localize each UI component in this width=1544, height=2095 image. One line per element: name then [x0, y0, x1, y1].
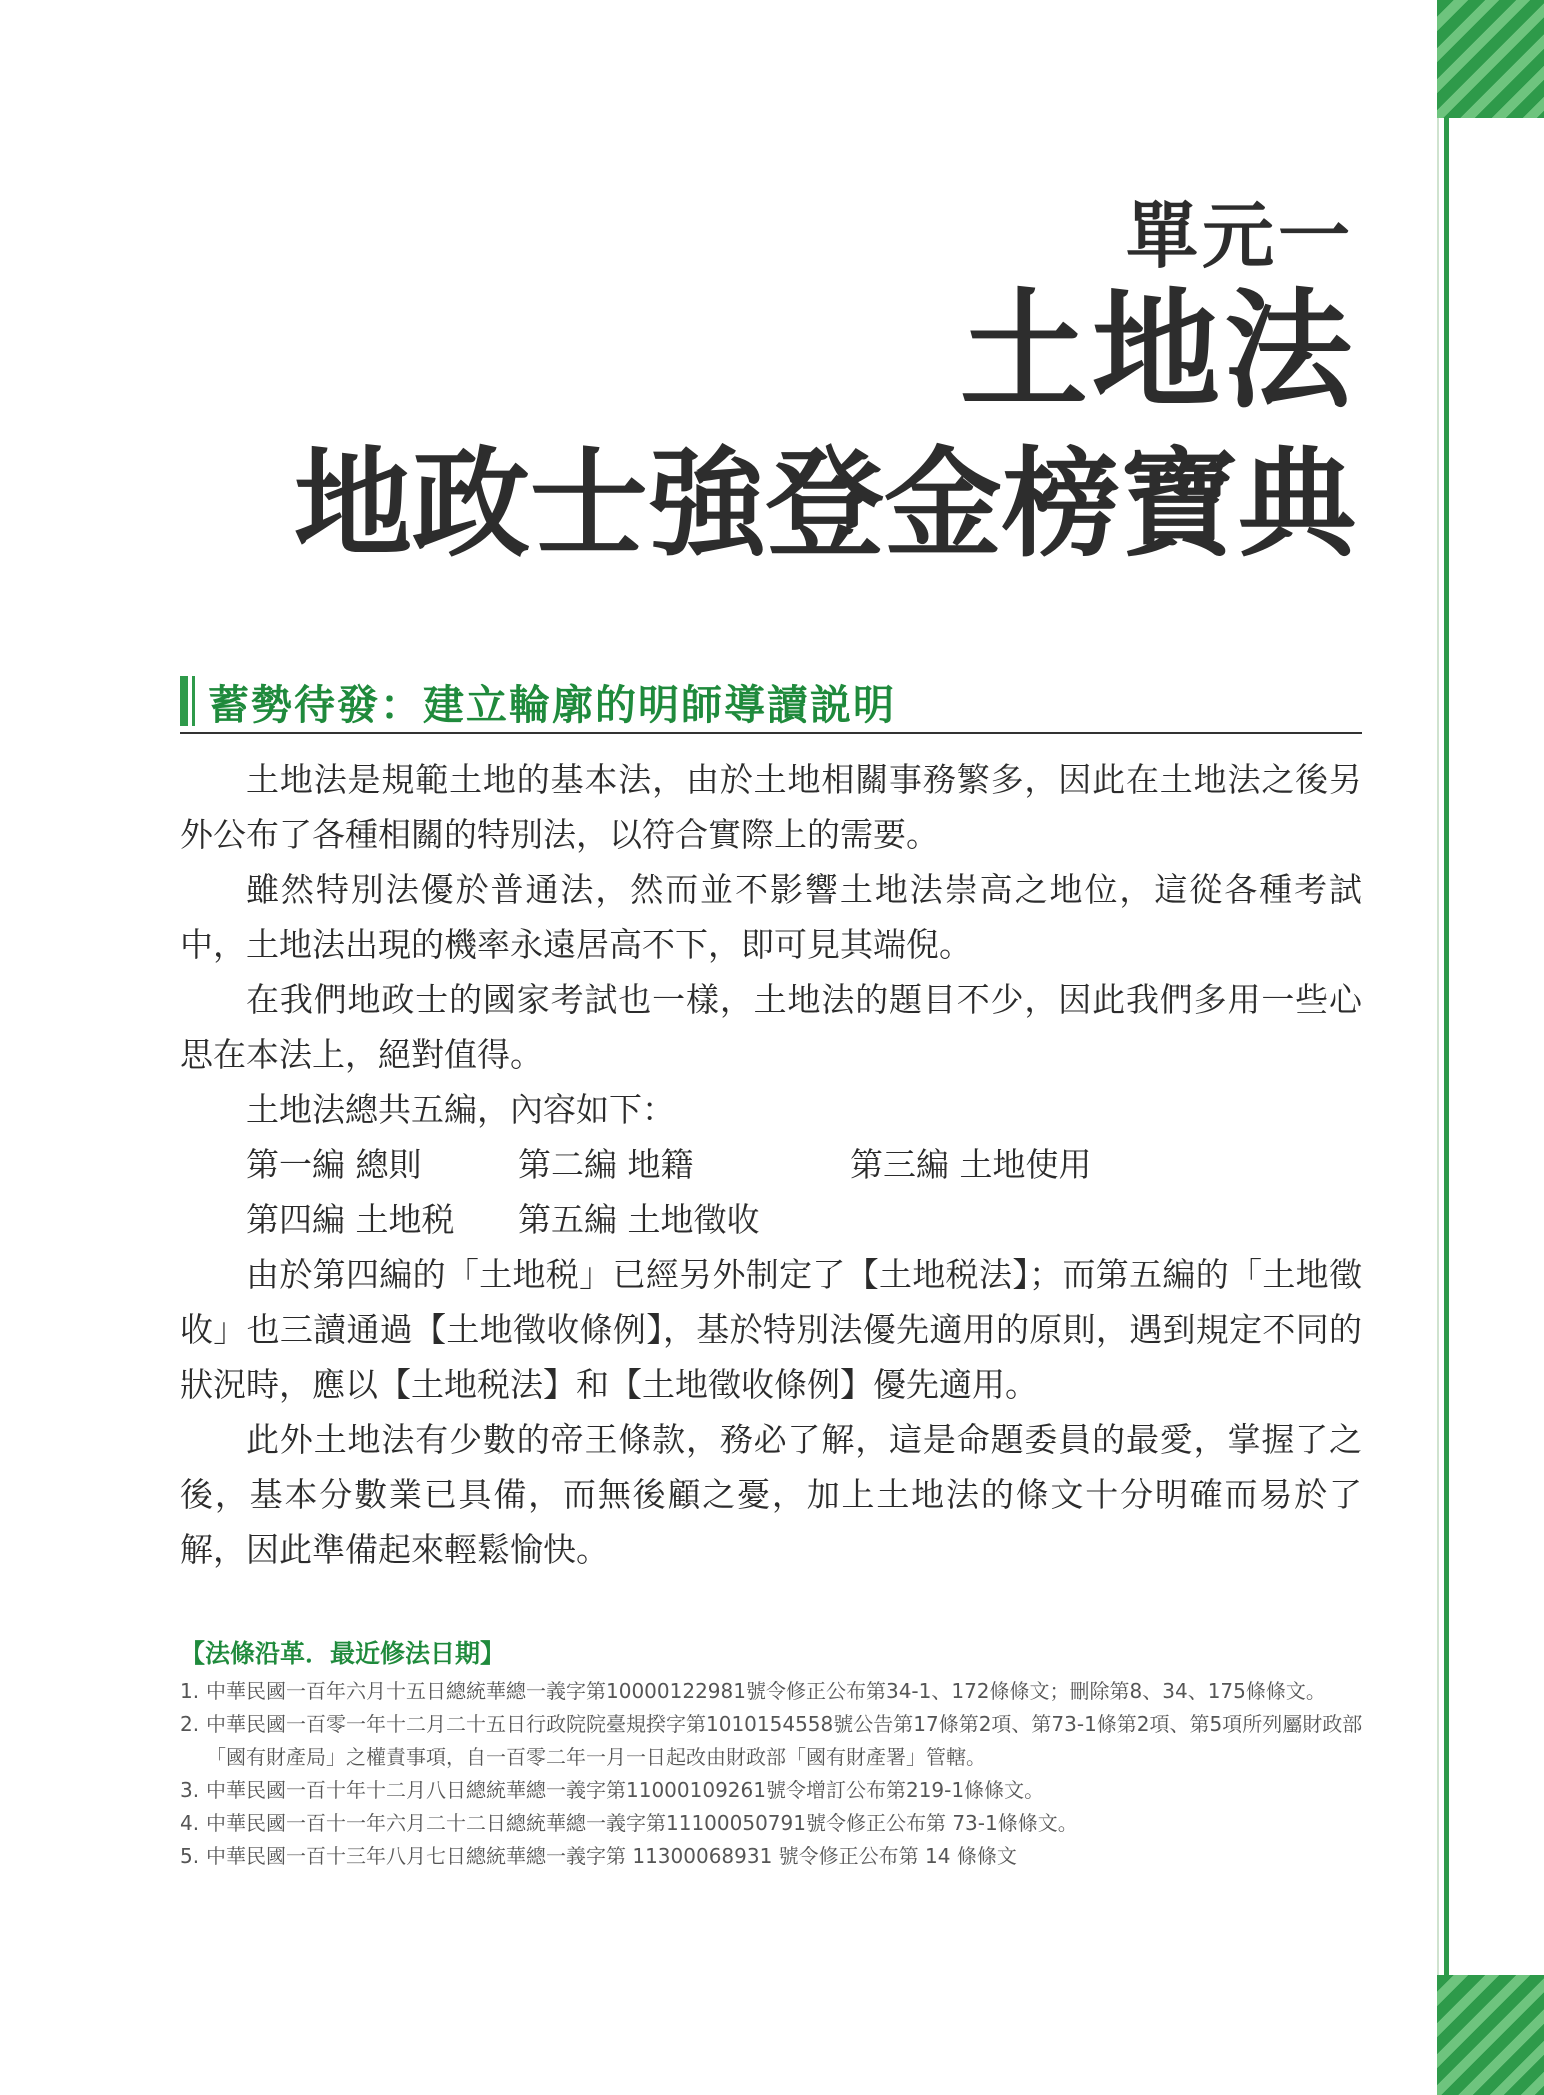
side-margin-line: [1444, 0, 1449, 2095]
unit-label: 單元一: [1125, 194, 1354, 278]
amendment-text: 中華民國一百十三年八月七日總統華總一義字第 11300068931 號令修正公布第 14 條條文: [206, 1844, 1017, 1868]
bottom-stripe-decoration: [1437, 1975, 1544, 2095]
book-title: 地政士強登金榜寶典: [293, 435, 1356, 573]
paragraph: 土地法是規範土地的基本法，由於土地相關事務繁多，因此在土地法之後另外公布了各種相關的特別法，以符合實際上的需要。: [180, 760, 1362, 854]
amendment-number: 4.: [180, 1811, 200, 1835]
part-item: 第三編 土地使用: [850, 1145, 1092, 1184]
part-item: 第二編 地籍: [518, 1145, 694, 1184]
amendment-item: [180, 1840, 1370, 1873]
section-heading: [180, 672, 1362, 734]
intro-body: [180, 752, 1362, 1577]
paragraph: 在我們地政士的國家考試也一樣，土地法的題目不少，因此我們多用一些心思在本法上，絕對值得。: [180, 980, 1362, 1074]
amendment-number: 3.: [180, 1778, 200, 1802]
section-heading-text: 蓄勢待發：建立輪廓的明師導讀説明: [208, 681, 896, 729]
amendment-item: [180, 1708, 1370, 1774]
amendment-number: 5.: [180, 1844, 200, 1868]
amendment-text: 中華民國一百年六月十五日總統華總一義字第10000122981號令修正公布第34-1、172條條文；刪除第8、34、175條條文。: [206, 1679, 1326, 1703]
part-item: 第四編 土地税: [246, 1200, 455, 1239]
amendment-text: 中華民國一百十一年六月二十二日總統華總一義字第11100050791號令修正公布第 73-1條條文。: [206, 1811, 1078, 1835]
amendments-list: [180, 1675, 1370, 1873]
top-stripe-decoration: [1437, 0, 1544, 118]
part-item: 第一編 總則: [246, 1145, 422, 1184]
amendments-title: 【法條沿革．最近修法日期】: [180, 1639, 506, 1668]
paragraph: 土地法總共五編，內容如下：: [246, 1090, 675, 1129]
amendment-item: [180, 1675, 1370, 1708]
amendment-text: 中華民國一百零一年十二月二十五日行政院院臺規揆字第1010154558號公告第17條第2項、第73-1條第2項、第5項所列屬財政部「國有財產局」之權責事項，自一百零二年一月一日起改由財政部「國有財產署」管轄。: [206, 1712, 1363, 1769]
heading-marker-thin-bar: [192, 676, 195, 726]
amendment-number: 2.: [180, 1712, 200, 1736]
amendment-text: 中華民國一百十年十二月八日總統華總一義字第11000109261號令增訂公布第219-1條條文。: [206, 1778, 1045, 1802]
subject-title: 土地法: [959, 277, 1356, 426]
amendment-item: [180, 1774, 1370, 1807]
heading-marker-bar: [180, 676, 188, 726]
parts-row: [180, 1137, 1362, 1192]
paragraph: 此外土地法有少數的帝王條款，務必了解，這是命題委員的最愛，掌握了之後，基本分數業已具備，而無後顧之憂，加上土地法的條文十分明確而易於了解，因此準備起來輕鬆愉快。: [180, 1420, 1362, 1569]
side-margin-bar: [1437, 0, 1544, 2095]
paragraph: 由於第四編的「土地税」已經另外制定了【土地税法】；而第五編的「土地徵收」也三讀通過【土地徵收條例】，基於特別法優先適用的原則，遇到規定不同的狀況時，應以【土地税法】和【土地徵收條例】優先適用。: [180, 1255, 1362, 1404]
paragraph: 雖然特別法優於普通法，然而並不影響土地法崇高之地位，這從各種考試中，土地法出現的機率永遠居高不下，即可見其端倪。: [180, 870, 1362, 964]
amendment-item: [180, 1807, 1370, 1840]
parts-row: [180, 1192, 1362, 1247]
amendment-number: 1.: [180, 1679, 200, 1703]
part-item: 第五編 土地徵收: [518, 1200, 760, 1239]
